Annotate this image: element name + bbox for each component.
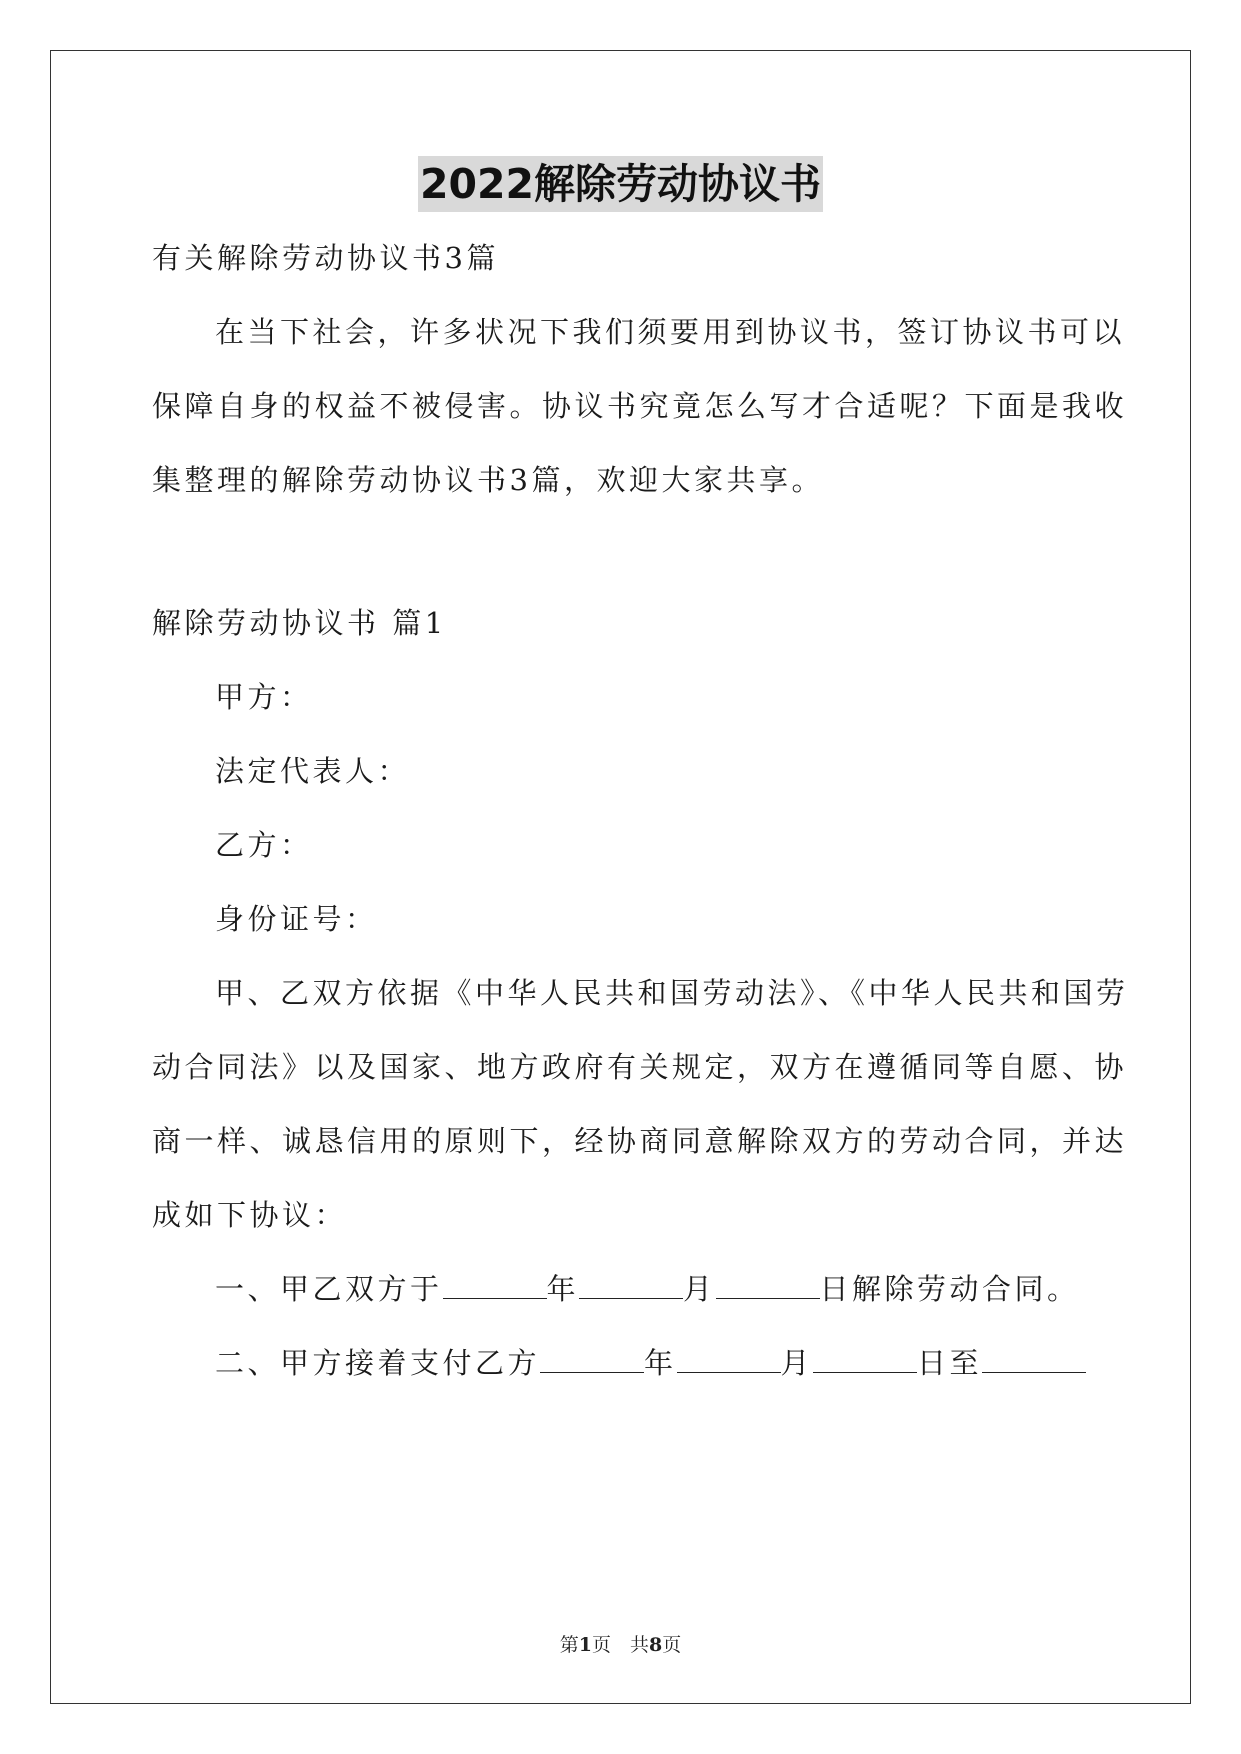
body-line-4: 成如下协议： xyxy=(152,1198,348,1232)
section-heading: 解除劳动协议书 篇1 xyxy=(152,606,447,640)
clause-2 xyxy=(215,1343,1086,1383)
blank-month xyxy=(579,1270,683,1299)
field-party-b: 乙方： xyxy=(215,828,313,862)
blank-day xyxy=(813,1344,917,1373)
field-legal-representative: 法定代表人： xyxy=(215,754,411,788)
clause-2-year: 年 xyxy=(644,1346,677,1380)
body-line-1: 甲、乙双方依据《中华人民共和国劳动法》、《中华人民共和国劳 xyxy=(215,976,1129,1010)
blank-year xyxy=(443,1270,547,1299)
intro-line-1: 在当下社会，许多状况下我们须要用到协议书，签订协议书可以 xyxy=(215,315,1126,349)
clause-1-prefix: 一、甲乙双方于 xyxy=(215,1272,443,1306)
blank-year xyxy=(540,1344,644,1373)
clause-2-day-to: 日至 xyxy=(917,1346,983,1380)
field-id-number: 身份证号： xyxy=(215,902,378,936)
page-footer xyxy=(0,1632,1241,1658)
page-border xyxy=(50,50,1191,1704)
subtitle: 有关解除劳动协议书3篇 xyxy=(152,241,499,275)
body-line-2: 动合同法》以及国家、地方政府有关规定，双方在遵循同等自愿、协 xyxy=(152,1050,1128,1084)
clause-2-prefix: 二、甲方接着支付乙方 xyxy=(215,1346,541,1380)
clause-1-suffix: 日解除劳动合同。 xyxy=(819,1272,1080,1306)
body-line-3: 商一样、诚恳信用的原则下，经协商同意解除双方的劳动合同，并达 xyxy=(152,1124,1128,1158)
clause-1-year: 年 xyxy=(546,1272,580,1306)
footer-suffix: 页 xyxy=(662,1634,682,1656)
footer-total-pages: 8 xyxy=(649,1634,663,1656)
title-container xyxy=(0,156,1241,212)
intro-line-2: 保障自身的权益不被侵害。协议书究竟怎么写才合适呢？下面是我收 xyxy=(152,389,1128,423)
field-party-a: 甲方： xyxy=(215,680,313,714)
clause-2-month: 月 xyxy=(780,1346,814,1380)
footer-mid: 页 共 xyxy=(591,1634,649,1656)
footer-page-number: 1 xyxy=(578,1634,592,1656)
blank-day xyxy=(716,1270,820,1299)
clause-1-month: 月 xyxy=(683,1272,716,1306)
blank-end-date xyxy=(982,1344,1086,1373)
intro-line-3: 集整理的解除劳动协议书3篇，欢迎大家共享。 xyxy=(152,463,824,497)
blank-month xyxy=(677,1344,781,1373)
clause-1 xyxy=(215,1269,1080,1309)
document-title: 2022解除劳动协议书 xyxy=(418,156,823,212)
footer-prefix: 第 xyxy=(559,1634,579,1656)
